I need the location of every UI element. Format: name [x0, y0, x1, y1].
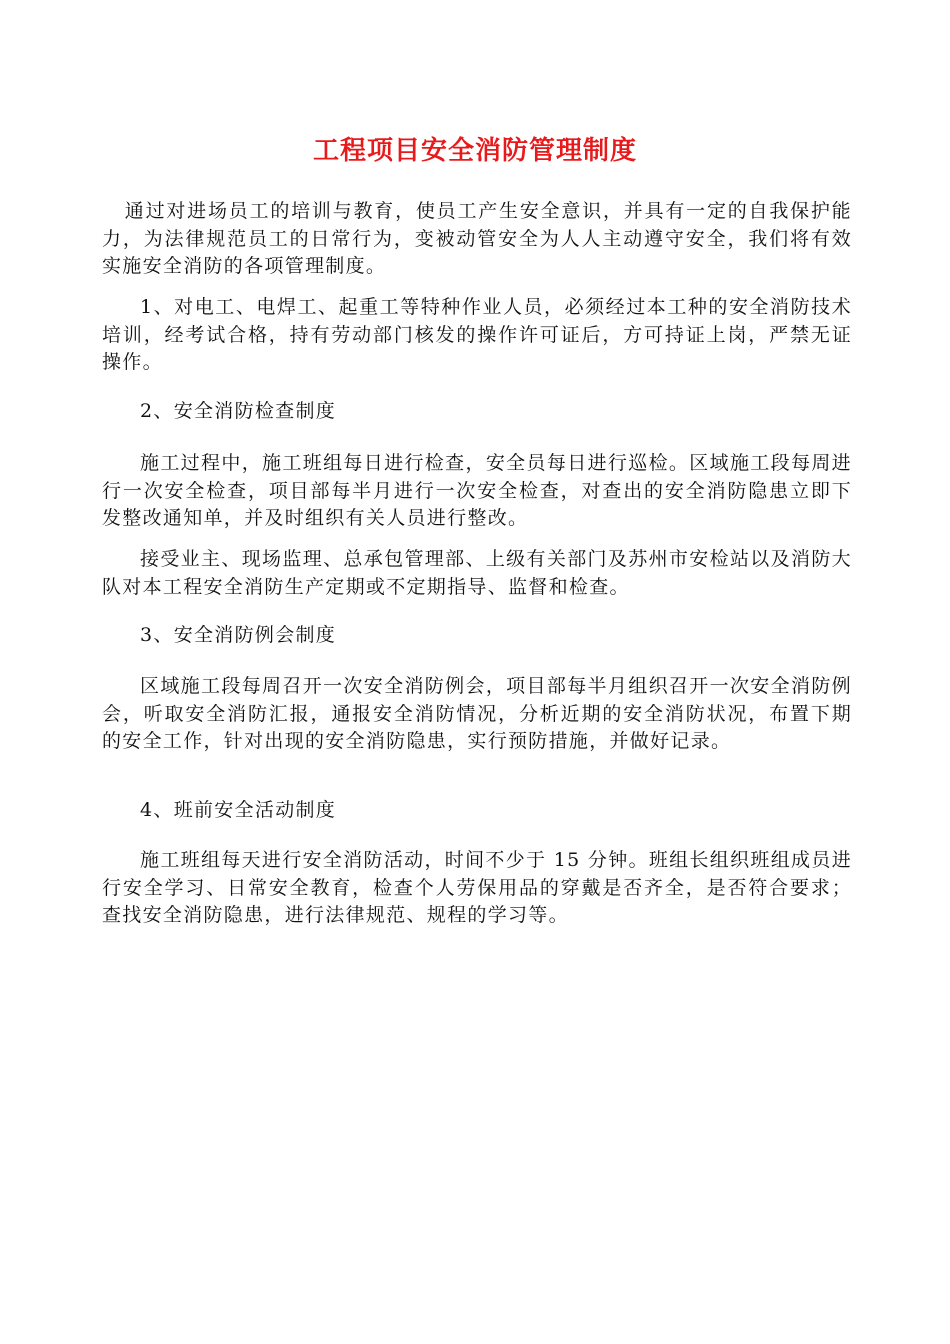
paragraph: 施工过程中，施工班组每日进行检查，安全员每日进行巡检。区域施工段每周进行一次安全检查，项目部每半月进行一次安全检查，对查出的安全消防隐患立即下发整改通知单，并及时组织有关人员进行整改。: [102, 452, 852, 529]
section-heading-2: [102, 398, 852, 426]
paragraph: 1、对电工、电焊工、起重工等特种作业人员，必须经过本工种的安全消防技术培训，经考试合格，持有劳动部门核发的操作许可证后，方可持证上岗，严禁无证操作。: [102, 296, 852, 373]
paragraph: 接受业主、现场监理、总承包管理部、上级有关部门及苏州市安检站以及消防大队对本工程安全消防生产定期或不定期指导、监督和检查。: [102, 548, 852, 598]
paragraph-meeting: [102, 673, 852, 756]
paragraph-intro: [102, 198, 852, 281]
paragraph-rule-1: [102, 294, 852, 377]
section-heading: 4、班前安全活动制度: [140, 799, 337, 821]
paragraph-supervision: [102, 546, 852, 601]
section-heading-4: [102, 797, 852, 825]
section-heading: 3、安全消防例会制度: [140, 624, 337, 646]
paragraph: 施工班组每天进行安全消防活动，时间不少于 15 分钟。班组长组织班组成员进行安全学习、日常安全教育，检查个人劳保用品的穿戴是否齐全，是否符合要求；查找安全消防隐患，进行法律规范、规程的学习等。: [102, 849, 852, 926]
paragraph-inspection: [102, 450, 852, 533]
section-heading-3: [102, 622, 852, 650]
paragraph-pre-shift: [102, 847, 852, 930]
paragraph: 区域施工段每周召开一次安全消防例会，项目部每半月组织召开一次安全消防例会，听取安全消防汇报，通报安全消防情况，分析近期的安全消防状况，布置下期的安全工作，针对出现的安全消防隐患，实行预防措施，并做好记录。: [102, 675, 852, 752]
document-title: 工程项目安全消防管理制度: [312, 136, 637, 166]
section-heading: 2、安全消防检查制度: [140, 400, 337, 422]
paragraph: 通过对进场员工的培训与教育，使员工产生安全意识，并具有一定的自我保护能力，为法律规范员工的日常行为，变被动管安全为人人主动遵守安全，我们将有效实施安全消防的各项管理制度。: [102, 200, 852, 277]
